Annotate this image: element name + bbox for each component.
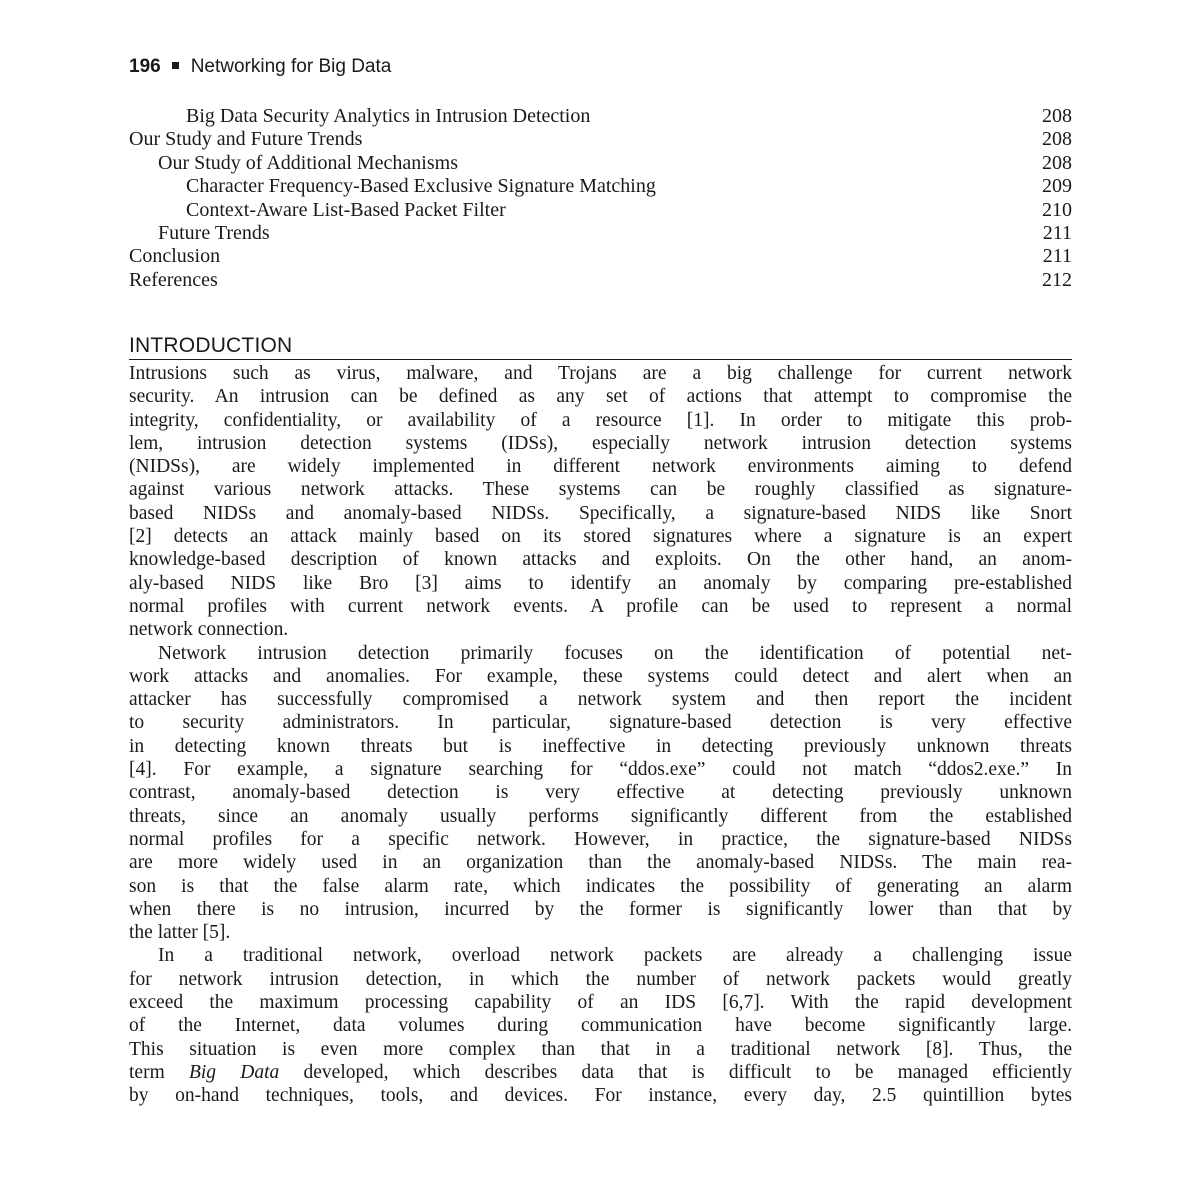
body-line: when there is no intrusion, incurred by the former is significantly lower than that by xyxy=(129,898,1072,920)
toc-entry-title: Conclusion xyxy=(129,245,221,268)
toc-entry xyxy=(129,105,1072,128)
body-line: network connection. xyxy=(129,619,289,641)
body-line: integrity, confidentiality, or availability of a resource [1]. In order to mitigate this prob- xyxy=(129,409,1072,431)
body-line: against various network attacks. These systems can be roughly classified as signature- xyxy=(129,479,1072,501)
table-of-contents xyxy=(129,105,1072,292)
toc-entry xyxy=(129,175,1072,198)
body-line: knowledge-based description of known attacks and exploits. On the other hand, an anom- xyxy=(129,549,1072,571)
book-title: Networking for Big Data xyxy=(190,56,392,77)
body-text xyxy=(129,362,1072,1108)
body-line: by on-hand techniques, tools, and devices. For instance, every day, 2.5 quintillion bytes xyxy=(129,1085,1072,1107)
body-line: in detecting known threats but is ineffective in detecting previously unknown threats xyxy=(129,735,1072,757)
body-line: term Big Data developed, which describes data that is difficult to be managed efficiently xyxy=(129,1061,1072,1083)
page-number: 196 xyxy=(129,56,161,77)
body-line: lem, intrusion detection systems (IDSs), especially network intrusion detection systems xyxy=(129,432,1072,454)
body-line: are more widely used in an organization than the anomaly-based NIDSs. The main rea- xyxy=(129,852,1072,874)
body-line: the latter [5]. xyxy=(129,922,231,944)
body-line: contrast, anomaly-based detection is very effective at detecting previously unknown xyxy=(129,782,1072,804)
body-line: to security administrators. In particular, signature-based detection is very effective xyxy=(129,712,1072,734)
body-line: Intrusions such as virus, malware, and Trojans are a big challenge for current network xyxy=(129,363,1072,384)
body-line: In a traditional network, overload network packets are already a challenging issue xyxy=(158,945,1072,967)
toc-entry xyxy=(129,152,1072,175)
toc-entry-title: Future Trends xyxy=(158,222,270,245)
toc-entry xyxy=(129,199,1072,222)
toc-entry-title: Character Frequency-Based Exclusive Signature Matching xyxy=(186,175,656,198)
toc-entry-title: References xyxy=(129,268,218,291)
body-line: work attacks and anomalies. For example, these systems could detect and alert when an xyxy=(129,665,1072,687)
toc-entry xyxy=(129,269,1072,292)
italic-term: Big Data xyxy=(188,1061,280,1083)
toc-entry xyxy=(129,245,1072,268)
toc-entry-page: 208 xyxy=(1042,128,1072,151)
body-line: normal profiles with current network events. A profile can be used to represent a normal xyxy=(129,595,1072,617)
body-line: son is that the false alarm rate, which indicates the possibility of generating an alarm xyxy=(129,875,1072,897)
body-line: [2] detects an attack mainly based on its stored signatures where a signature is an expert xyxy=(129,526,1072,548)
body-line: aly-based NIDS like Bro [3] aims to identify an anomaly by comparing pre-established xyxy=(129,572,1072,594)
separator-square-icon xyxy=(172,62,179,69)
body-line: (NIDSs), are widely implemented in different network environments aiming to defend xyxy=(129,456,1072,478)
body-line: normal profiles for a specific network. However, in practice, the signature-based NIDSs xyxy=(129,828,1072,850)
toc-entry-page: 208 xyxy=(1042,151,1072,174)
body-line: threats, since an anomaly usually performs significantly different from the established xyxy=(129,805,1072,827)
toc-entry xyxy=(129,222,1072,245)
body-line: Network intrusion detection primarily focuses on the identification of potential net- xyxy=(158,642,1072,664)
toc-entry-page: 212 xyxy=(1042,268,1072,291)
body-line: exceed the maximum processing capability of an IDS [6,7]. With the rapid development xyxy=(129,992,1072,1014)
toc-entry-page: 208 xyxy=(1042,105,1072,127)
toc-entry-title: Context-Aware List-Based Packet Filter xyxy=(186,198,506,221)
toc-entry-page: 211 xyxy=(1042,245,1072,268)
body-line: for network intrusion detection, in which the number of network packets would greatly xyxy=(129,968,1072,990)
toc-entry-title: Our Study and Future Trends xyxy=(129,128,363,151)
running-header xyxy=(129,54,391,80)
body-line: of the Internet, data volumes during communication have become significantly large. xyxy=(129,1015,1072,1037)
section-heading: INTRODUCTION xyxy=(129,333,1072,360)
body-line: security. An intrusion can be defined as any set of actions that attempt to compromise the xyxy=(129,386,1072,408)
toc-entry-page: 210 xyxy=(1042,198,1072,221)
body-line: based NIDSs and anomaly-based NIDSs. Specifically, a signature-based NIDS like Snort xyxy=(129,502,1072,524)
toc-entry-page: 209 xyxy=(1042,175,1072,198)
body-line: attacker has successfully compromised a network system and then report the incident xyxy=(129,689,1072,711)
toc-entry-page: 211 xyxy=(1042,222,1072,245)
toc-entry-title: Our Study of Additional Mechanisms xyxy=(158,151,458,174)
toc-entry-title: Big Data Security Analytics in Intrusion Detection xyxy=(186,105,591,127)
toc-entry xyxy=(129,128,1072,151)
body-line: [4]. For example, a signature searching for “ddos.exe” could not match “ddos2.exe.” In xyxy=(129,759,1072,781)
body-line: This situation is even more complex than that in a traditional network [8]. Thus, the xyxy=(129,1038,1072,1060)
